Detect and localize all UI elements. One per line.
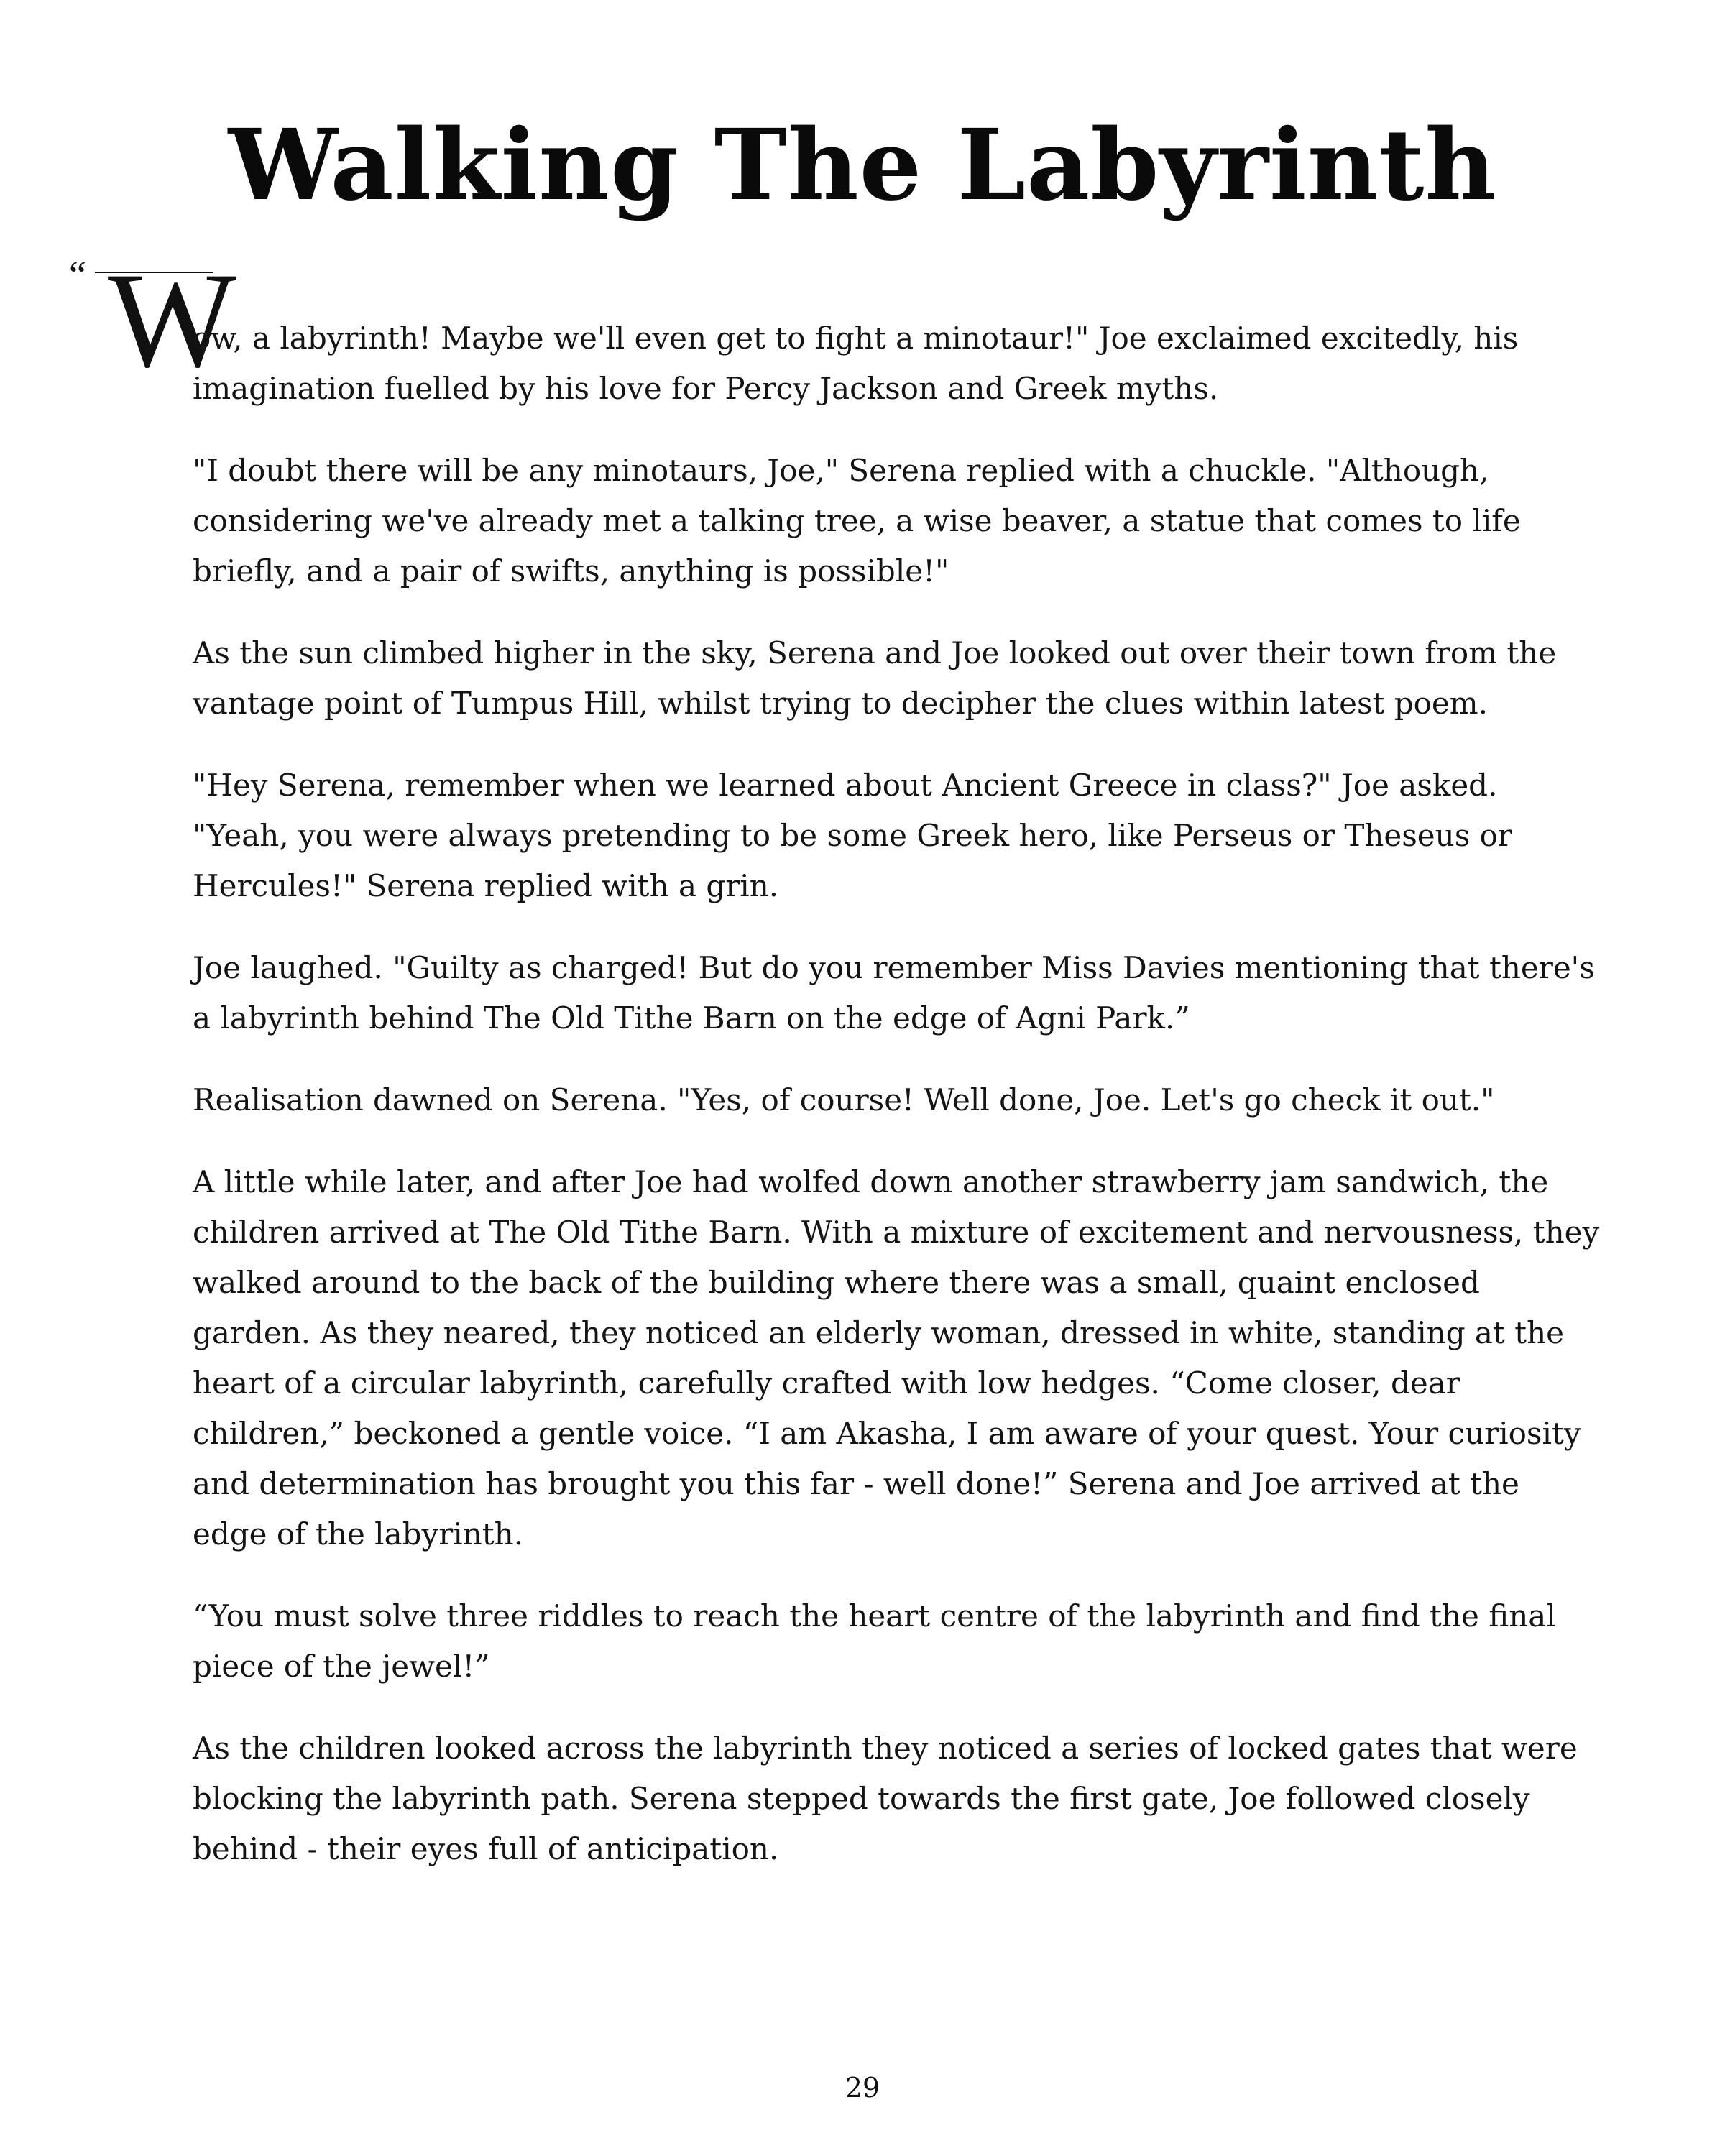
paragraph: ow, a labyrinth! Maybe we'll even get to fight a minotaur!" Joe exclaimed excitedly, his imagination fuelled by his love for Percy Jackson and Greek myths. [193,321,1519,406]
paragraph: “You must solve three riddles to reach the heart centre of the labyrinth and find the final piece of the jewel!” [193,1598,1556,1684]
paragraph: Realisation dawned on Serena. "Yes, of course! Well done, Joe. Let's go check it out." [193,1082,1495,1118]
dropcap-quote-mark: “ [69,253,86,296]
paragraph: Joe laughed. "Guilty as charged! But do you remember Miss Davies mentioning that there's a labyrinth behind The Old Tithe Barn on the edge of Agni Park.” [193,950,1595,1036]
page-title: Walking The Labyrinth [228,108,1497,223]
paragraph: "I doubt there will be any minotaurs, Joe," Serena replied with a chuckle. "Although, considering we've already met a talking tree, a wise beaver, a statue that comes to life briefly, and a pair of swifts, anything is possible!" [193,453,1521,589]
dropcap-letter: W [108,245,237,396]
paragraph: As the sun climbed higher in the sky, Serena and Joe looked out over their town from the vantage point of Tumpus Hill, whilst trying to decipher the clues within latest poem. [193,635,1557,721]
paragraph: "Hey Serena, remember when we learned about Ancient Greece in class?" Joe asked. "Yeah, you were always pretending to be some Greek hero, like Perseus or Theseus or Hercules!" Serena replied with a grin. [193,768,1512,903]
page-number: 29 [845,2072,880,2104]
paragraph: A little while later, and after Joe had wolfed down another strawberry jam sandwich, the children arrived at The Old Tithe Barn. With a mixture of excitement and nervousness, they walked around to the back of the building where there was a small, quaint enclosed garden. As they neared, they noticed an elderly woman, dressed in white, standing at the heart of a circular labyrinth, carefully crafted with low hedges. “Come closer, dear children,” beckoned a gentle voice. “I am Akasha, I am aware of your quest. Your curiosity and determination has brought you this far - well done!” Serena and Joe arrived at the edge of the labyrinth. [193,1164,1600,1552]
paragraph: As the children looked across the labyrinth they noticed a series of locked gates that were blocking the labyrinth path. Serena stepped towards the first gate, Joe followed closely behind - their eyes full of anticipation. [193,1731,1578,1866]
story-body [193,313,1601,1906]
